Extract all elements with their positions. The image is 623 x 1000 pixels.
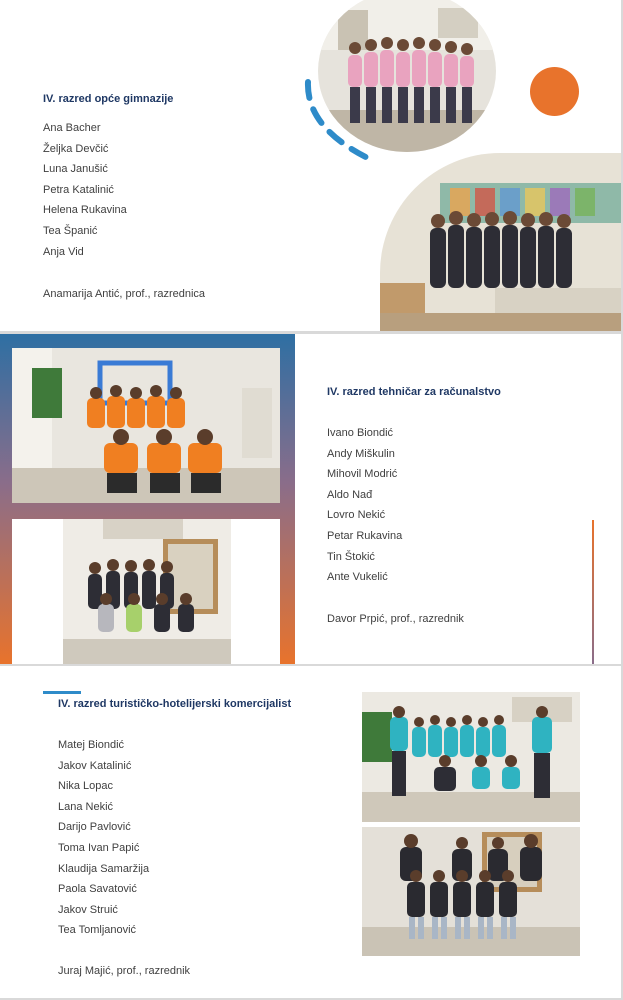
class-photo-turquoise-shirts (362, 692, 580, 822)
class-photo-classroom (380, 153, 621, 331)
student-list (43, 118, 127, 262)
student-name: Aldo Nađ (327, 488, 373, 501)
student-name: Ivano Biondić (327, 427, 394, 439)
class-photo-staircase (63, 519, 231, 664)
student-name: Matej Biondić (58, 739, 125, 751)
student-name: Željka Devčić (43, 142, 109, 155)
student-name: Paola Savatović (58, 883, 137, 896)
student-name: Darijo Pavlović (58, 821, 131, 834)
class-panel-tourism-hospitality (0, 666, 621, 998)
class-photo-dark-clothes (362, 827, 580, 956)
student-name: Ante Vukelić (327, 571, 388, 584)
class-heading: IV. razred turističko-hotelijerski komercijalist (58, 698, 292, 710)
decorative-accent-line (43, 691, 81, 694)
student-name: Luna Janušić (43, 163, 108, 176)
class-teacher: Juraj Majić, prof., razrednik (58, 965, 191, 977)
decorative-vertical-line (592, 520, 594, 664)
student-name: Klaudija Samaržija (58, 862, 150, 875)
decorative-orange-circle (530, 67, 579, 116)
class-panel-computer-technician (0, 334, 621, 664)
student-name: Tin Štokić (327, 550, 375, 563)
student-name: Tea Tomljanović (58, 924, 137, 937)
student-name: Anja Vid (43, 245, 84, 258)
student-name: Jakov Struić (58, 903, 118, 916)
student-name: Nika Lopac (58, 780, 114, 793)
class-panel-general-gymnasium (0, 0, 621, 331)
student-name: Toma Ivan Papić (58, 841, 140, 854)
student-list (58, 735, 149, 941)
class-photo-pink-shirts (318, 0, 496, 152)
student-name: Petar Rukavina (327, 529, 403, 542)
student-name: Mihovil Modrić (327, 468, 398, 481)
student-name: Andy Miškulin (327, 447, 395, 460)
student-name: Tea Španić (43, 224, 98, 237)
class-teacher: Anamarija Antić, prof., razrednica (43, 288, 206, 300)
student-name: Lovro Nekić (327, 509, 386, 522)
class-heading: IV. razred tehničar za računalstvo (327, 386, 501, 398)
student-list (327, 423, 402, 588)
student-name: Ana Bacher (43, 122, 101, 134)
student-name: Jakov Katalinić (58, 759, 132, 772)
class-heading: IV. razred opće gimnazije (43, 93, 174, 105)
class-photo-orange-shirts (12, 348, 280, 503)
class-teacher: Davor Prpić, prof., razrednik (327, 613, 464, 625)
student-name: Lana Nekić (58, 800, 114, 813)
student-name: Helena Rukavina (43, 204, 127, 217)
student-name: Petra Katalinić (43, 183, 114, 196)
